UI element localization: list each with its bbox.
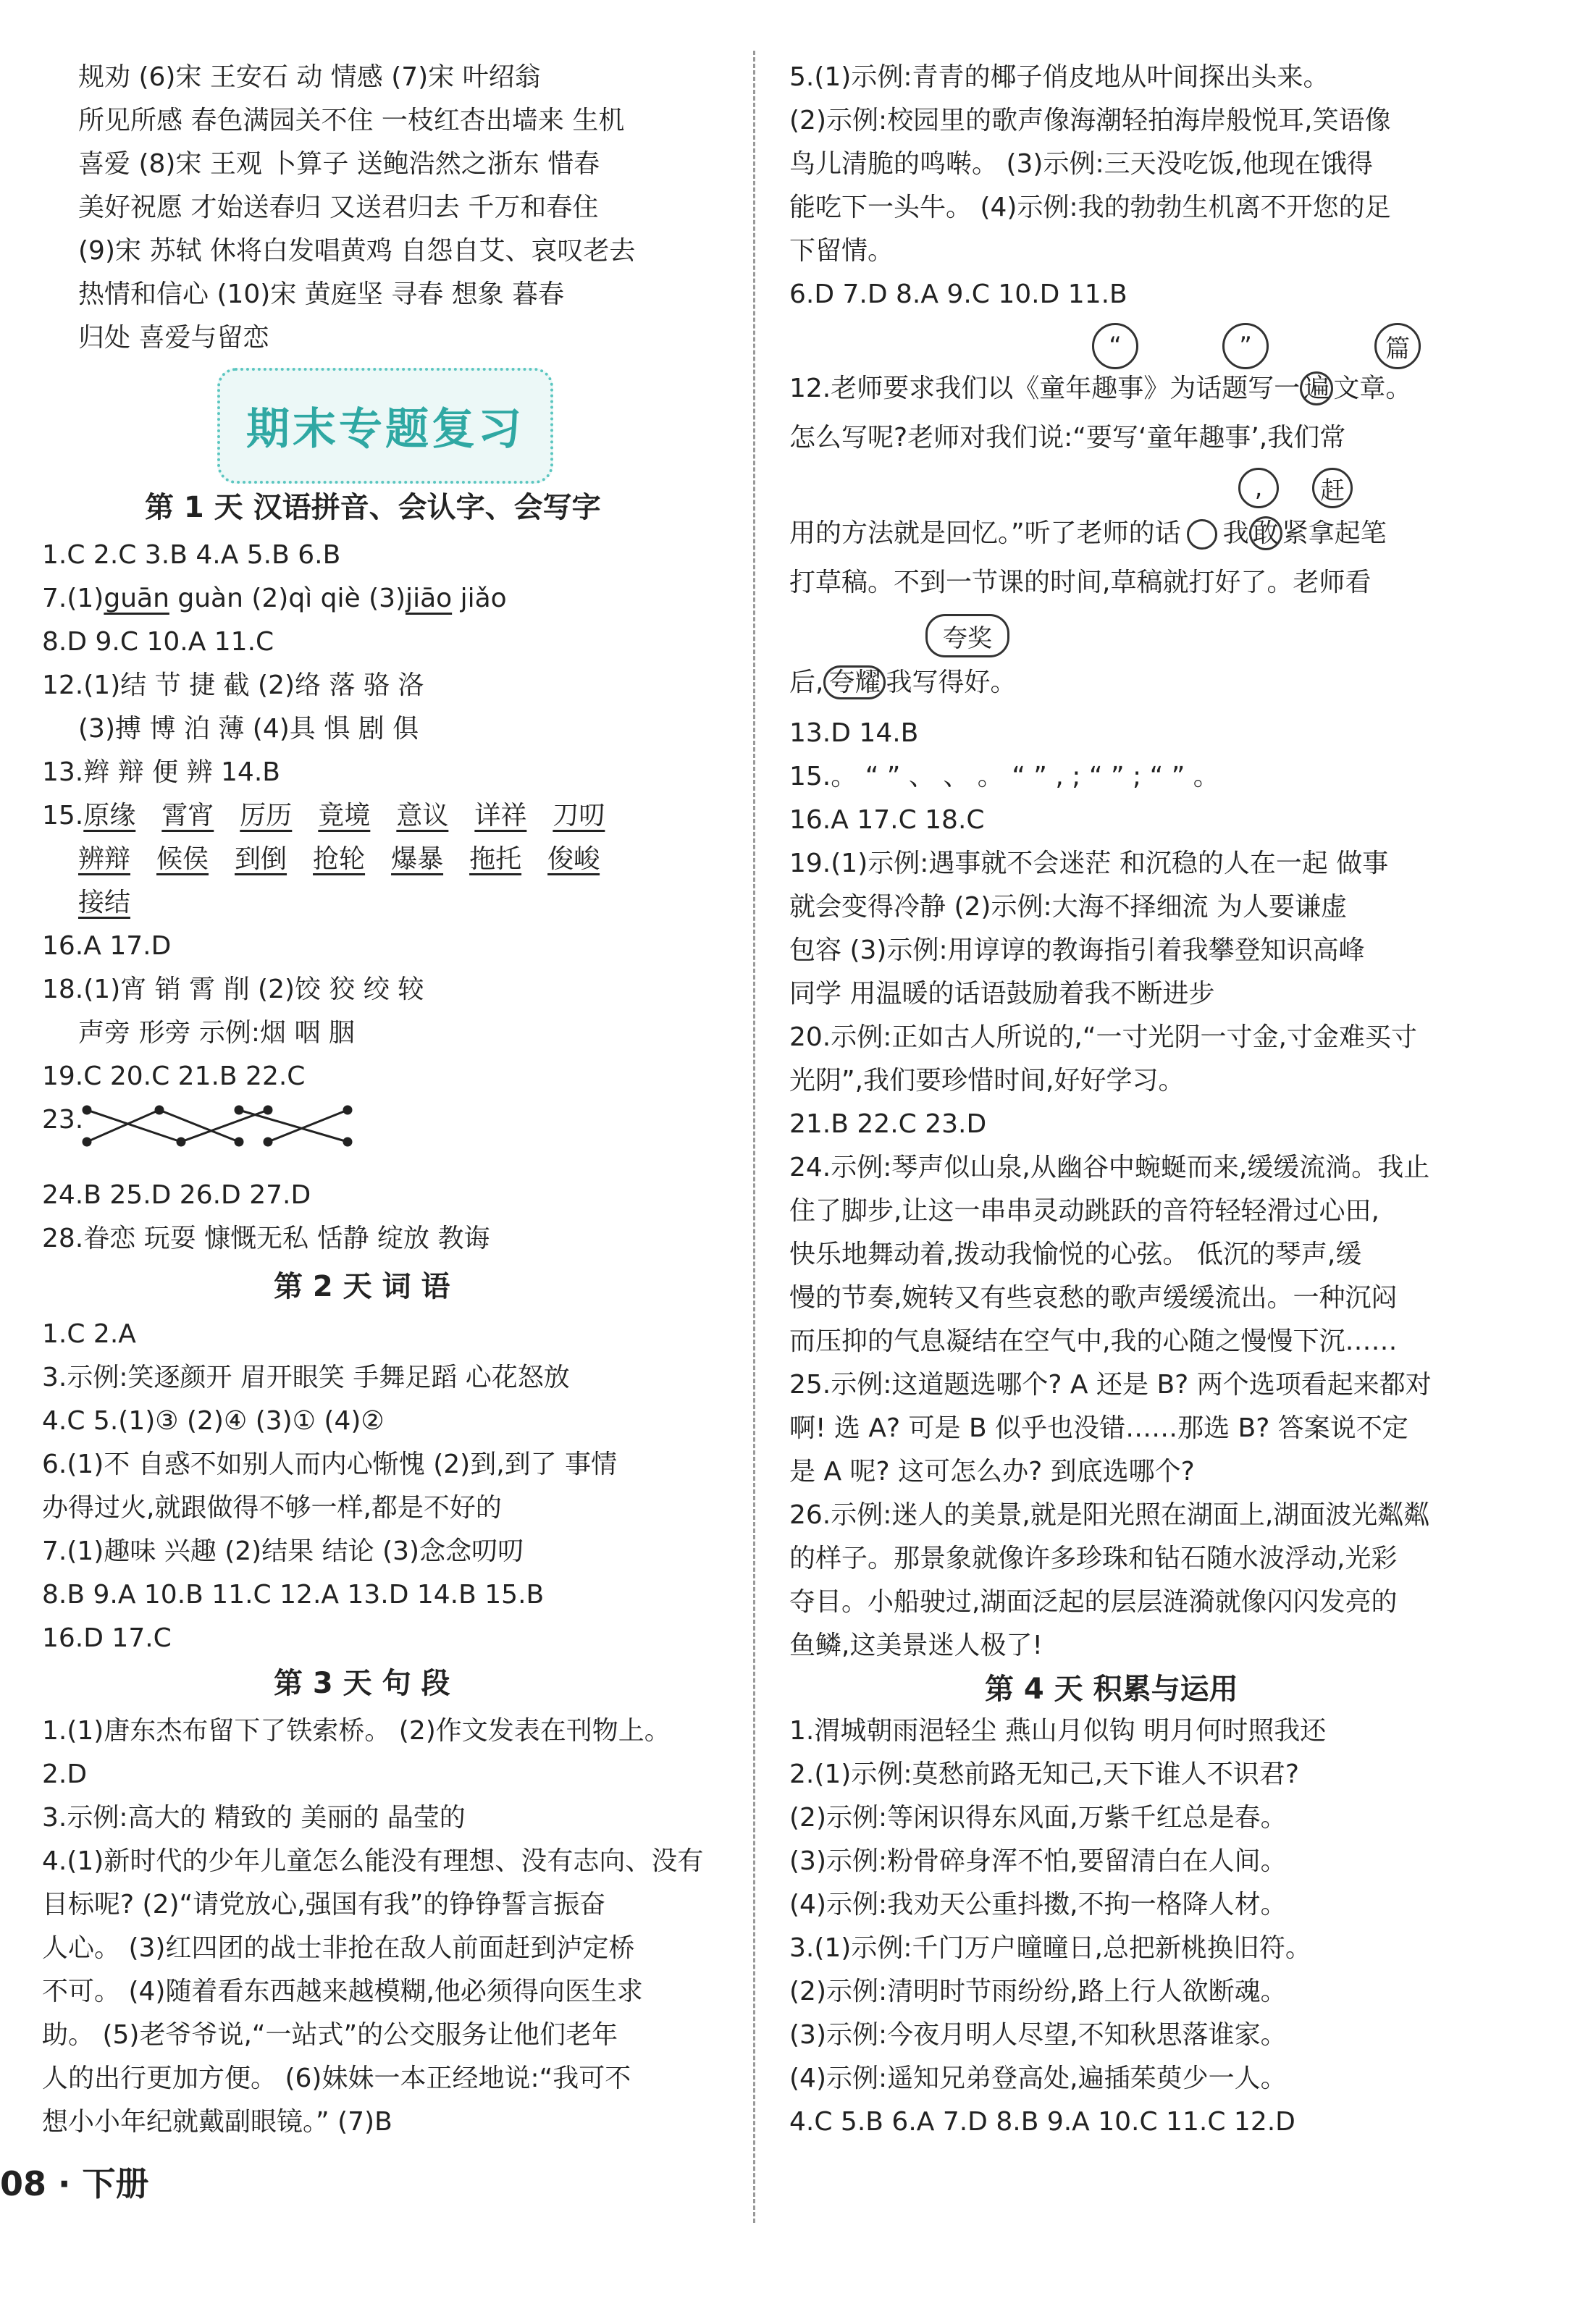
word-pair: 详祥 — [474, 801, 527, 830]
answer-line: 8.B 9.A 10.B 11.C 12.A 13.D 14.B 15.B — [42, 1580, 545, 1610]
pinyin-underlined: guān — [104, 584, 169, 613]
answer-line: 3.(1)示例:千门万户曈曈日,总把新桃换旧符。 — [789, 1933, 1311, 1963]
answer-line: 6.(1)不 自惑不如别人而内心惭愧 (2)到,到了 事情 — [42, 1450, 618, 1479]
page-footer: 08 · 下册 — [0, 2164, 149, 2203]
answer-line: 28.眷恋 玩耍 慷慨无私 恬静 绽放 教诲 — [42, 1224, 490, 1253]
answer-line: 7.(1)趣味 兴趣 (2)结果 结论 (3)念念叨叨 — [42, 1536, 524, 1566]
answer-line — [789, 371, 1411, 407]
word-pair: 霄宵 — [161, 801, 214, 830]
answer-line: 慢的节奏,婉转又有些哀愁的歌声缓缓流出。一种沉闷 — [789, 1283, 1398, 1313]
answer-line: 怎么写呢?老师对我们说:“要写‘童年趣事’,我们常 — [789, 423, 1346, 453]
answer-line: 鱼鳞,这美景迷人极了! — [789, 1631, 1043, 1660]
answer-line: 就会变得冷静 (2)示例:大海不择细流 为人要谦虚 — [789, 892, 1348, 922]
answer-line: 住了脚步,让这一串串灵动跳跃的音符轻轻滑过心田, — [789, 1196, 1379, 1226]
answer-line: 打草稿。不到一节课的时间,草稿就打好了。老师看 — [789, 568, 1372, 597]
answer-line: 助。 (5)老爷爷说,“一站式”的公交服务让他们老年 — [42, 2020, 618, 2050]
answer-line — [42, 798, 605, 834]
answer-line: 1.渭城朝雨浥轻尘 燕山月似钩 明月何时照我还 — [789, 1716, 1327, 1746]
answer-line: 包容 (3)示例:用谆谆的教诲指引着我攀登知识高峰 — [789, 935, 1365, 965]
correction-mark: , — [1238, 468, 1279, 508]
answer-line: 而压抑的气息凝结在空气中,我的心随之慢慢下沉…… — [789, 1326, 1398, 1356]
word-pair: 候侯 — [156, 844, 209, 874]
pinyin: guàn (2)qì qiè (3) — [177, 584, 406, 613]
section-banner — [217, 368, 553, 484]
q12-line5a: 后, — [789, 668, 824, 697]
word-pair: 接结 — [78, 888, 131, 917]
answer-line: 16.A 17.D — [42, 931, 172, 961]
answer-line: 13.D 14.B — [789, 718, 919, 748]
word-pair: 意议 — [396, 801, 449, 830]
answer-line: 能吃下一头牛。 (4)示例:我的勃勃生机离不开您的足 — [789, 193, 1391, 222]
answer-line: 的样子。那景象就像许多珍珠和钻石随水波浮动,光彩 — [789, 1544, 1398, 1573]
answer-line: 21.B 22.C 23.D — [789, 1109, 987, 1139]
word-pair: 抢轮 — [313, 844, 366, 874]
circled-error: 夸耀 — [823, 665, 886, 699]
text-line: 所见所感 春色满园关不住 一枝红杏出墙来 生机 — [78, 106, 625, 135]
correction-mark: “ — [1092, 323, 1138, 369]
answer-line: 26.示例:迷人的美景,就是阳光照在湖面上,湖面波光粼粼 — [789, 1500, 1430, 1530]
day3-title: 第 3 天 句 段 — [274, 1667, 450, 1700]
correction-mark: ” — [1222, 323, 1269, 369]
correction-mark: 赶 — [1312, 468, 1353, 508]
answer-line — [78, 885, 130, 921]
answer-line: 想小小年纪就戴副眼镜。” (7)B — [42, 2107, 392, 2137]
word-pair: 刀叨 — [553, 801, 605, 830]
correction-mark: 篇 — [1374, 323, 1421, 369]
text-line: 美好祝愿 才始送春归 又送君归去 千万和春住 — [78, 193, 599, 222]
answer-line: 24.示例:琴声似山泉,从幽谷中蜿蜒而来,缓缓流淌。我止 — [789, 1153, 1430, 1182]
correction-mark: 夸奖 — [925, 614, 1009, 657]
answer-line: 8.D 9.C 10.A 11.C — [42, 627, 274, 657]
answer-line: 5.(1)示例:青青的椰子俏皮地从叶间探出头来。 — [789, 62, 1330, 92]
text-line: (9)宋 苏轼 休将白发唱黄鸡 自怨自艾、哀叹老去 — [78, 236, 636, 266]
answer-line: 人的出行更加方便。 (6)妹妹一本正经地说:“我可不 — [42, 2064, 631, 2093]
q12-line3c: 紧拿起笔 — [1282, 518, 1387, 548]
word-pair: 拖托 — [469, 844, 522, 874]
answer-line: 人心。 (3)红四团的战士非抢在敌人前面赶到泸定桥 — [42, 1933, 635, 1963]
text-line: 规劝 (6)宋 王安石 动 情感 (7)宋 叶绍翁 — [78, 62, 541, 92]
word-pair: 厉历 — [240, 801, 293, 830]
answer-line: 4.C 5.B 6.A 7.D 8.B 9.A 10.C 11.C 12.D — [789, 2107, 1295, 2137]
answer-line: 办得过火,就跟做得不够一样,都是不好的 — [42, 1493, 502, 1523]
answer-line: (3)搏 博 泊 薄 (4)具 惧 剧 俱 — [78, 714, 419, 744]
circled-error: 遍 — [1300, 371, 1333, 405]
answer-line: 3.示例:高大的 精致的 美丽的 晶莹的 — [42, 1803, 466, 1833]
answer-line: (3)示例:粉骨碎身浑不怕,要留清白在人间。 — [789, 1846, 1287, 1876]
answer-line: (4)示例:遥知兄弟登高处,遍插茱萸少一人。 — [789, 2064, 1287, 2093]
answer-line: (3)示例:今夜月明人尽望,不知秋思落谁家。 — [789, 2020, 1287, 2050]
circled-error: 敢 — [1249, 516, 1282, 550]
q12-line3b: 我 — [1222, 518, 1249, 548]
q12-end: 文章。 — [1333, 374, 1412, 403]
answer-line: 是 A 呢? 这可怎么办? 到底选哪个? — [789, 1457, 1195, 1487]
answer-line — [42, 581, 507, 617]
banner-title: 期末专题复习 — [246, 404, 524, 455]
q15-prefix: 15. — [42, 801, 84, 830]
q12-prefix: 12.老师要求我们以 — [789, 374, 1014, 403]
word-pair: 原缘 — [83, 801, 136, 830]
answer-line: 声旁 形旁 示例:烟 咽 胭 — [78, 1018, 355, 1048]
answer-line: 快乐地舞动着,拨动我愉悦的心弦。 低沉的琴声,缓 — [789, 1240, 1362, 1269]
answer-line: 1.C 2.C 3.B 4.A 5.B 6.B — [42, 540, 341, 570]
answer-line — [78, 841, 600, 878]
answer-line: 3.示例:笑逐颜开 眉开眼笑 手舞足蹈 心花怒放 — [42, 1363, 570, 1392]
text-line: 归处 喜爱与留恋 — [78, 323, 269, 353]
q12-line3a: 用的方法就是回忆。”听了老师的话 — [789, 518, 1181, 548]
column-divider — [753, 51, 755, 2223]
answer-line: 2.D — [42, 1759, 88, 1789]
answer-line: 20.示例:正如古人所说的,“一寸光阴一寸金,寸金难买寸 — [789, 1022, 1417, 1052]
answer-line: 4.(1)新时代的少年儿童怎么能没有理想、没有志向、没有 — [42, 1846, 704, 1876]
answer-line: (2)示例:清明时节雨纷纷,路上行人欲断魂。 — [789, 1977, 1287, 2006]
answer-line: 下留情。 — [789, 236, 894, 266]
word-pair: 俊峻 — [547, 844, 600, 874]
pinyin-underlined: jiāo — [406, 584, 453, 613]
text-line: 喜爱 (8)宋 王观 卜算子 送鲍浩然之浙东 惜春 — [78, 149, 600, 179]
answer-line: 1.(1)唐东杰布留下了铁索桥。 (2)作文发表在刊物上。 — [42, 1716, 671, 1746]
q7-prefix: 7.(1) — [42, 584, 104, 613]
answer-line: 6.D 7.D 8.A 9.C 10.D 11.B — [789, 279, 1127, 309]
text-line: 热情和信心 (10)宋 黄庭坚 寻春 想象 暮春 — [78, 279, 565, 309]
answer-line: 4.C 5.(1)③ (2)④ (3)① (4)② — [42, 1406, 385, 1436]
q12-line5b: 我写得好。 — [886, 668, 1017, 697]
answer-line: 不可。 (4)随着看东西越来越模糊,他必须得向医生求 — [42, 1977, 643, 2006]
day2-title: 第 2 天 词 语 — [274, 1270, 450, 1303]
answer-line: 19.C 20.C 21.B 22.C — [42, 1061, 306, 1091]
answer-line — [789, 516, 1387, 552]
answer-line: 19.(1)示例:遇事就不会迷茫 和沉稳的人在一起 做事 — [789, 849, 1389, 878]
answer-line: 光阴”,我们要珍惜时间,好好学习。 — [789, 1066, 1185, 1096]
answer-line: 2.(1)示例:莫愁前路无知己,天下谁人不识君? — [789, 1759, 1300, 1789]
pinyin: jiǎo — [460, 584, 507, 613]
answer-line: 同学 用温暖的话语鼓励着我不断进步 — [789, 979, 1215, 1009]
answer-line: 23. — [42, 1105, 84, 1135]
answer-line: 1.C 2.A — [42, 1319, 136, 1349]
day1-title: 第 1 天 汉语拼音、会认字、会写字 — [145, 491, 601, 524]
answer-line: 夺目。小船驶过,湖面泛起的层层涟漪就像闪闪发亮的 — [789, 1587, 1398, 1617]
answer-line: 24.B 25.D 26.D 27.D — [42, 1180, 311, 1210]
word-pair: 竟境 — [318, 801, 371, 830]
answer-line: (2)示例:等闲识得东风面,万紫千红总是春。 — [789, 1803, 1287, 1833]
answer-line: 16.A 17.C 18.C — [789, 805, 985, 835]
answer-line: 目标呢? (2)“请党放心,强国有我”的铮铮誓言振奋 — [42, 1890, 606, 1919]
answer-line: 啊! 选 A? 可是 B 似乎也没错……那选 B? 答案说不定 — [789, 1413, 1408, 1443]
answer-line: (2)示例:校园里的歌声像海潮轻拍海岸般悦耳,笑语像 — [789, 106, 1391, 135]
answer-line: 18.(1)宵 销 霄 削 (2)饺 狡 绞 较 — [42, 975, 424, 1004]
answer-line: 12.(1)结 节 捷 截 (2)络 落 骆 洛 — [42, 670, 424, 700]
answer-line — [789, 665, 1016, 701]
answer-line: 15.。 “ ” 、 、 。 “ ” , ; “ ” ; “ ” 。 — [789, 762, 1219, 791]
word-pair: 到倒 — [235, 844, 287, 874]
word-pair: 爆暴 — [391, 844, 444, 874]
answer-line: 鸟儿清脆的鸣啭。 (3)示例:三天没吃饭,他现在饿得 — [789, 149, 1374, 179]
word-pair: 辨辩 — [78, 844, 131, 874]
q12-mid: 为话题写一 — [1169, 374, 1301, 403]
book-title: 《童年趣事》 — [1013, 374, 1170, 403]
answer-line: 13.辫 辩 便 辨 14.B — [42, 757, 280, 787]
day4-title: 第 4 天 积累与运用 — [985, 1673, 1238, 1706]
matching-lines-diagram — [72, 1104, 391, 1148]
answer-line: (4)示例:我劝天公重抖擞,不拘一格降人材。 — [789, 1890, 1287, 1919]
answer-line: 25.示例:这道题选哪个? A 还是 B? 两个选项看起来都对 — [789, 1370, 1432, 1400]
answer-line: 16.D 17.C — [42, 1623, 172, 1653]
